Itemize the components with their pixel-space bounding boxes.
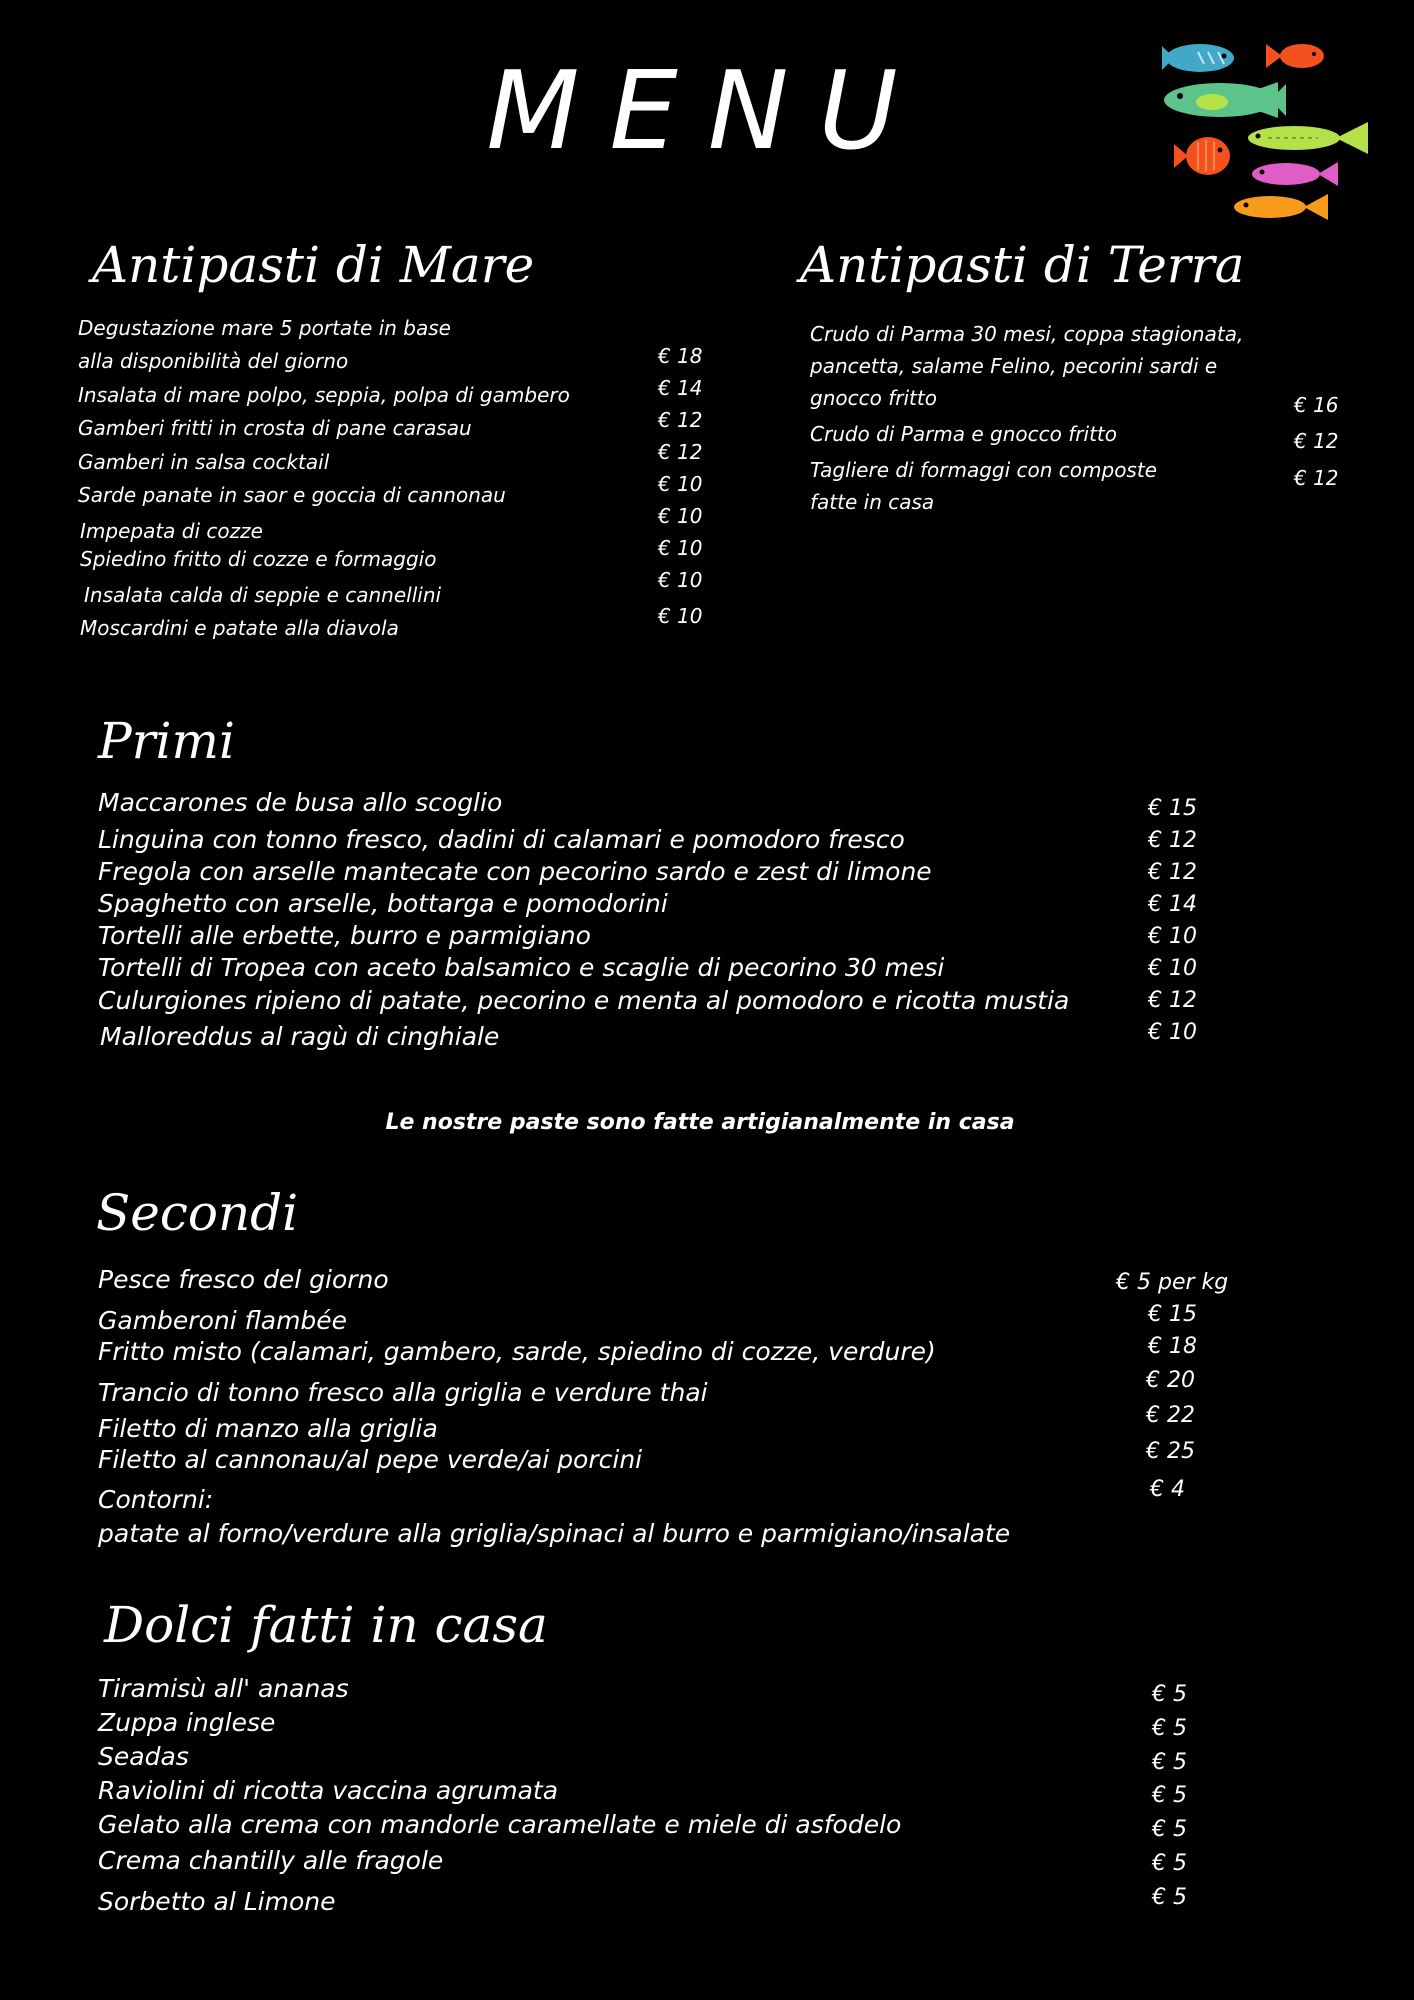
list-item: Trancio di tonno fresco alla griglia e verdure thai <box>98 1378 708 1407</box>
price: € 18 <box>1148 1334 1197 1359</box>
yellow-orange-fish-icon <box>1234 194 1328 220</box>
price: € 25 <box>1146 1439 1195 1464</box>
price: € 5 <box>1152 1885 1187 1910</box>
list-item: Degustazione mare 5 portate in base <box>78 316 451 340</box>
list-item: Crema chantilly alle fragole <box>98 1846 444 1875</box>
list-item: Crudo di Parma e gnocco fritto <box>810 422 1117 446</box>
price: € 15 <box>1148 1302 1197 1327</box>
price: € 5 <box>1152 1783 1187 1808</box>
orange-fish-icon <box>1266 44 1324 68</box>
list-item: Crudo di Parma 30 mesi, coppa stagionata, <box>810 322 1244 346</box>
list-item: Zuppa inglese <box>98 1708 276 1737</box>
price: € 10 <box>1148 924 1197 949</box>
list-item: Tiramisù all' ananas <box>98 1674 349 1703</box>
price: € 5 <box>1152 1750 1187 1775</box>
list-item: Fregola con arselle mantecate con pecorino sardo e zest di limone <box>98 857 932 886</box>
section-title-dolci: Dolci fatti in casa <box>104 1596 548 1654</box>
list-item: Gamberoni flambée <box>98 1306 348 1335</box>
list-item: Impepata di cozze <box>80 519 263 543</box>
price: € 20 <box>1146 1368 1195 1393</box>
price: € 10 <box>658 604 703 628</box>
section-title-antipasti-mare: Antipasti di Mare <box>92 236 535 294</box>
fish-illustration-icon <box>1158 36 1374 226</box>
blue-fish-icon <box>1162 44 1234 72</box>
list-item: gnocco fritto <box>810 386 937 410</box>
list-item: Gamberi in salsa cocktail <box>78 450 330 474</box>
price: € 12 <box>1148 860 1197 885</box>
price: € 5 <box>1152 1716 1187 1741</box>
list-item: Insalata di mare polpo, seppia, polpa di gambero <box>78 383 570 407</box>
price: € 5 <box>1152 1817 1187 1842</box>
list-item: Pesce fresco del giorno <box>98 1265 389 1294</box>
list-item: Sorbetto al Limone <box>98 1887 336 1916</box>
list-item: Filetto di manzo alla griglia <box>98 1414 438 1443</box>
list-item: Insalata calda di seppie e cannellini <box>84 583 442 607</box>
list-item: Contorni: <box>98 1485 214 1514</box>
price: € 12 <box>658 408 703 432</box>
list-item: alla disponibilità del giorno <box>78 349 349 373</box>
price: € 14 <box>1148 892 1197 917</box>
list-item: Moscardini e patate alla diavola <box>80 616 399 640</box>
list-item: Spiedino fritto di cozze e formaggio <box>80 547 437 571</box>
price: € 5 <box>1152 1682 1187 1707</box>
list-item: Fritto misto (calamari, gambero, sarde, spiedino di cozze, verdure) <box>98 1337 936 1366</box>
list-item: patate al forno/verdure alla griglia/spinaci al burro e parmigiano/insalate <box>98 1519 1011 1548</box>
list-item: Malloreddus al ragù di cinghiale <box>100 1022 500 1051</box>
green-fish-icon <box>1164 82 1286 118</box>
list-item: Culurgiones ripieno di patate, pecorino e menta al pomodoro e ricotta mustia <box>98 986 1070 1015</box>
price: € 12 <box>658 440 703 464</box>
section-title-antipasti-terra: Antipasti di Terra <box>800 236 1245 294</box>
list-item: Sarde panate in saor e goccia di cannonau <box>78 483 506 507</box>
page-title: MENU <box>486 49 928 174</box>
list-item: Filetto al cannonau/al pepe verde/ai porcini <box>98 1445 643 1474</box>
list-item: Spaghetto con arselle, bottarga e pomodorini <box>98 889 668 918</box>
price: € 4 <box>1150 1477 1185 1502</box>
price: € 5 per kg <box>1116 1270 1229 1295</box>
price: € 12 <box>1294 466 1339 490</box>
pink-fish-icon <box>1252 162 1338 186</box>
section-title-secondi: Secondi <box>96 1184 299 1242</box>
list-item: Tortelli alle erbette, burro e parmigiano <box>98 921 591 950</box>
red-fish-icon <box>1174 137 1230 175</box>
list-item: Gelato alla crema con mandorle caramellate e miele di asfodelo <box>98 1810 902 1839</box>
price: € 10 <box>658 472 703 496</box>
price: € 22 <box>1146 1403 1195 1428</box>
list-item: Maccarones de busa allo scoglio <box>98 788 503 817</box>
lime-fish-icon <box>1248 122 1368 154</box>
price: € 18 <box>658 344 703 368</box>
list-item: Linguina con tonno fresco, dadini di calamari e pomodoro fresco <box>98 825 905 854</box>
price: € 12 <box>1148 828 1197 853</box>
pasta-note: Le nostre paste sono fatte artigianalmente in casa <box>385 1110 1015 1135</box>
list-item: Tagliere di formaggi con composte <box>810 458 1158 482</box>
list-item: Gamberi fritti in crosta di pane carasau <box>78 416 472 440</box>
price: € 16 <box>1294 393 1339 417</box>
price: € 5 <box>1152 1851 1187 1876</box>
price: € 12 <box>1148 988 1197 1013</box>
price: € 10 <box>1148 956 1197 981</box>
section-title-primi: Primi <box>98 712 235 770</box>
price: € 10 <box>658 568 703 592</box>
price: € 12 <box>1294 429 1339 453</box>
list-item: Tortelli di Tropea con aceto balsamico e scaglie di pecorino 30 mesi <box>98 953 945 982</box>
price: € 15 <box>1148 796 1197 821</box>
price: € 10 <box>658 504 703 528</box>
list-item: pancetta, salame Felino, pecorini sardi e <box>810 354 1218 378</box>
list-item: Seadas <box>98 1742 189 1771</box>
price: € 14 <box>658 376 703 400</box>
list-item: Raviolini di ricotta vaccina agrumata <box>98 1776 559 1805</box>
price: € 10 <box>658 536 703 560</box>
price: € 10 <box>1148 1020 1197 1045</box>
list-item: fatte in casa <box>810 490 935 514</box>
